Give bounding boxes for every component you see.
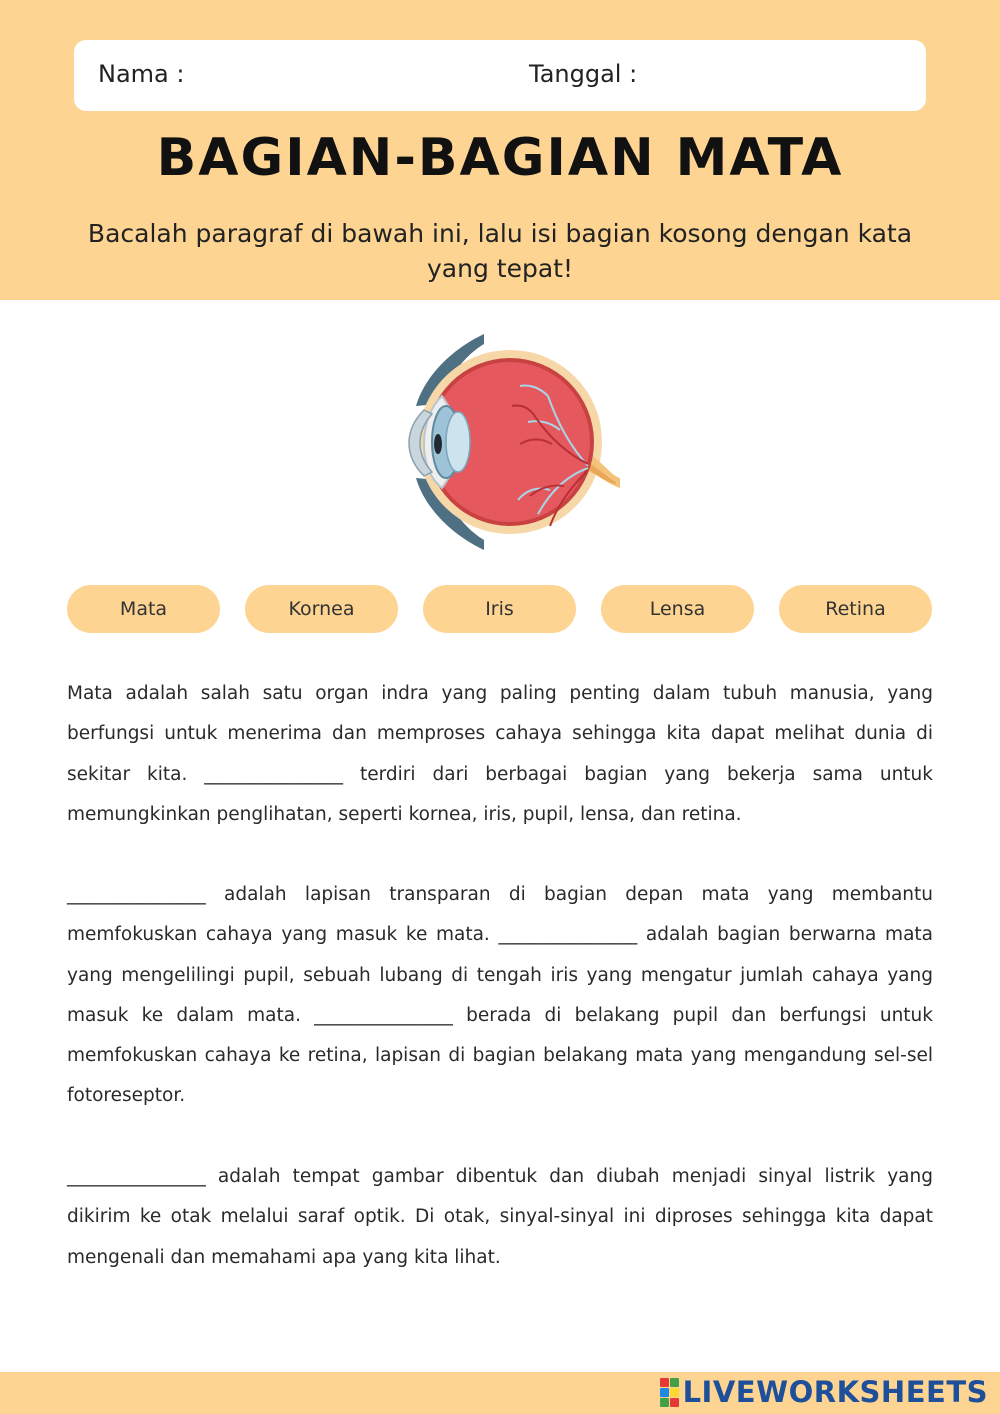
word-chip-retina[interactable]: Retina [779,585,932,633]
paragraph-3: _______________ adalah tempat gambar dibentuk dan diubah menjadi sinyal listrik yang dikirim ke otak melalui saraf optik. Di otak, sinyal-sinyal ini diproses sehingga kita dapat mengenali dan memahami apa yang kita lihat. [67,1166,933,1268]
date-label: Tanggal : [529,60,638,88]
instruction-text: Bacalah paragraf di bawah ini, lalu isi bagian kosong dengan kata yang tepat! [87,219,913,283]
page-title: BAGIAN-BAGIAN MATA [156,128,844,188]
word-chip-iris[interactable]: Iris [423,585,576,633]
footer-band [0,1372,1000,1414]
eye-anatomy-icon [380,326,620,558]
name-label: Nama : [98,60,185,88]
header-band [0,0,1000,300]
word-chip-lensa[interactable]: Lensa [601,585,754,633]
word-chip-kornea[interactable]: Kornea [245,585,398,633]
logo-blocks-icon [660,1378,679,1407]
student-info-box [74,40,926,111]
liveworksheets-logo[interactable] [660,1375,988,1409]
word-bank [67,585,933,633]
paragraph-1: Mata adalah salah satu organ indra yang paling penting dalam tubuh manusia, yang berfungsi untuk menerima dan memproses cahaya sehingga kita dapat melihat dunia di sekitar kita. _______________ terdiri dari berbagai bagian yang bekerja sama untuk memungkinkan penglihatan, seperti kornea, iris, pupil, lensa, dan retina. [67,683,933,825]
paragraph-2: _______________ adalah lapisan transparan di bagian depan mata yang membantu memfokuskan cahaya yang masuk ke mata. _______________ adalah bagian berwarna mata yang mengelilingi pupil, sebuah lubang di tengah iris yang mengatur jumlah cahaya yang masuk ke dalam mata. _______________ berada di belakang pupil dan berfungsi untuk memfokuskan cahaya ke retina, lapisan di bagian belakang mata yang mengandung sel-sel fotoreseptor. [67,884,933,1107]
brand-name: LIVEWORKSHEETS [682,1375,988,1409]
word-chip-mata[interactable]: Mata [67,585,220,633]
